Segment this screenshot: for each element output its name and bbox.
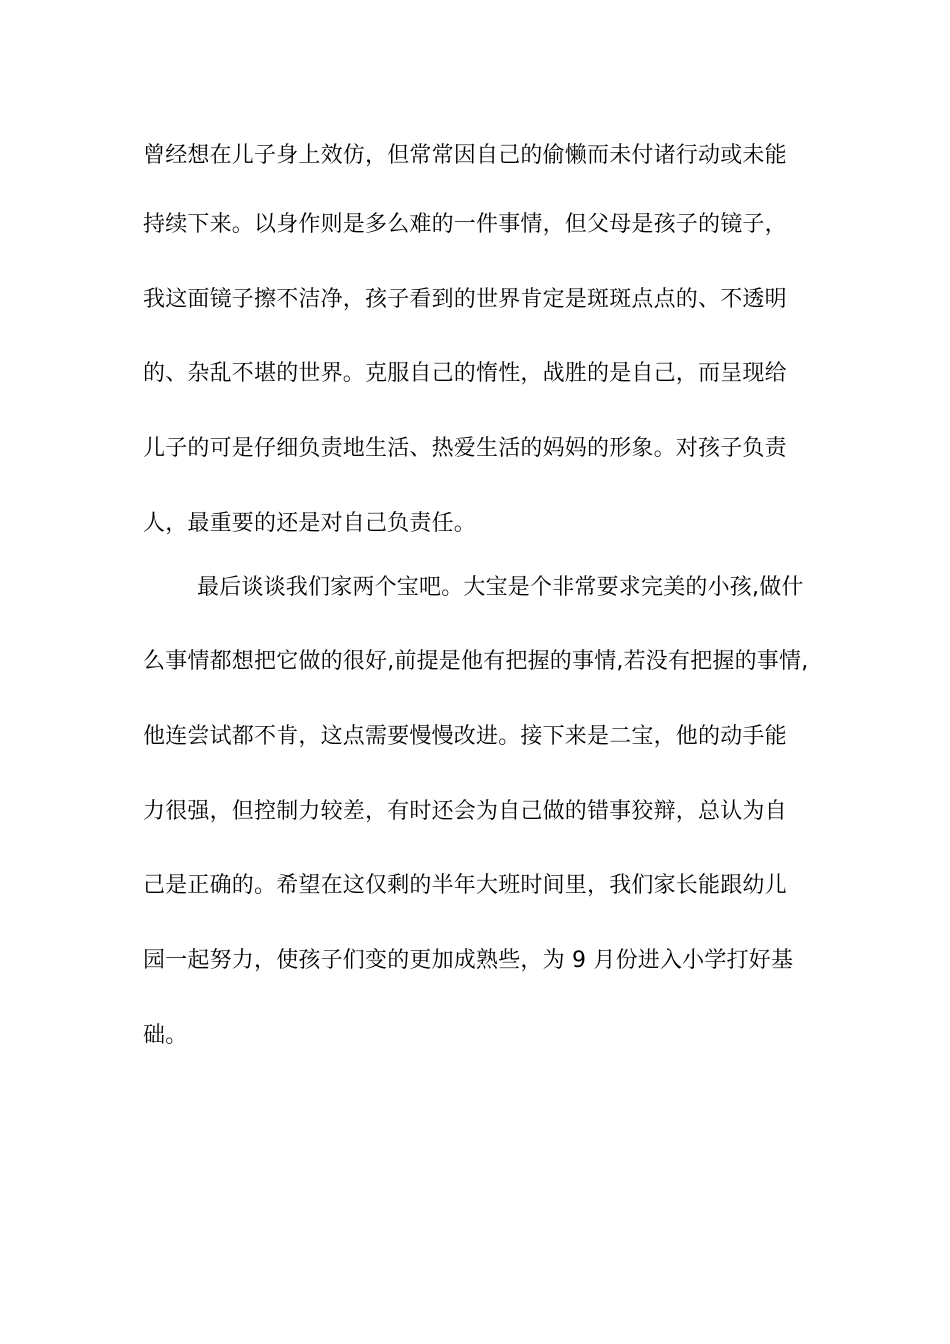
text-line: 的、杂乱不堪的世界。克服自己的惰性，战胜的是自己，而呈现给 [143,361,787,386]
text-line: 曾经想在儿子身上效仿，但常常因自己的偷懒而未付诸行动或未能 [143,143,787,168]
text-line: 人，最重要的还是对自己负责任。 [143,511,477,536]
text-line: 力很强，但控制力较差，有时还会为自己做的错事狡辩，总认为自 [143,799,787,824]
text-line: 础。 [143,1023,188,1048]
text-line: 己是正确的。希望在这仅剩的半年大班时间里，我们家长能跟幼儿 [143,873,787,898]
text-line: 园一起努力，使孩子们变的更加成熟些，为 9 月份进入小学打好基 [143,948,794,973]
text-line: 最后谈谈我们家两个宝吧。大宝是个非常要求完美的小孩,做什 [197,575,804,600]
text-line: 他连尝试都不肯，这点需要慢慢改进。接下来是二宝，他的动手能 [143,724,787,749]
text-line: 儿子的可是仔细负责地生活、热爱生活的妈妈的形象。对孩子负责 [143,436,787,461]
text-line: 我这面镜子擦不洁净，孩子看到的世界肯定是斑斑点点的、不透明 [143,287,787,312]
text-line: 么事情都想把它做的很好,前提是他有把握的事情,若没有把握的事情, [143,649,809,674]
text-line: 持续下来。以身作则是多么难的一件事情，但父母是孩子的镜子， [143,212,787,237]
